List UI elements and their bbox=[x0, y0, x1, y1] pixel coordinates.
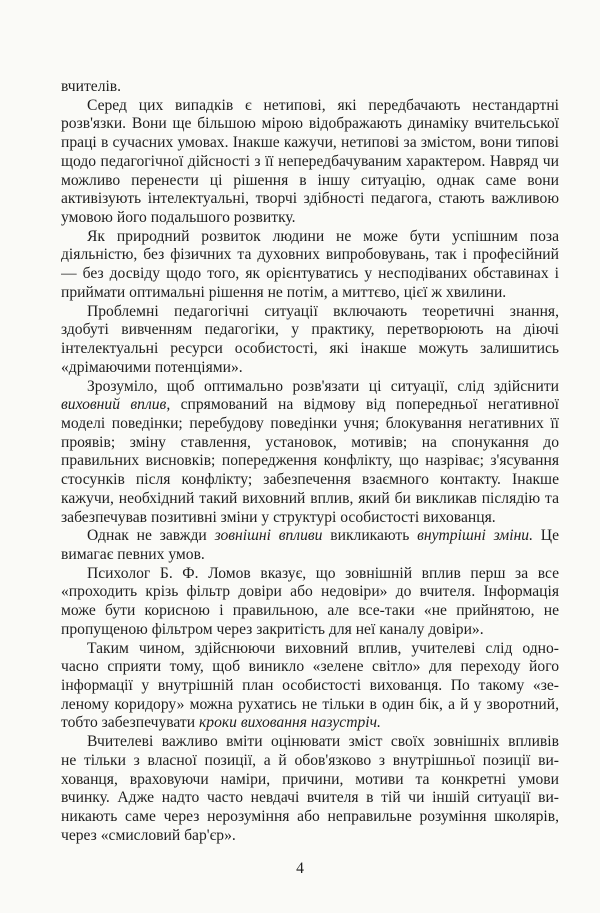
text-segment: Таким чином, здійснюючи виховний вплив, учителеві слід одно- bbox=[87, 639, 559, 657]
text-line bbox=[61, 696, 559, 715]
text-line bbox=[61, 583, 559, 602]
text-line bbox=[61, 246, 559, 265]
text-segment: Однак не завжди bbox=[87, 527, 215, 545]
text-line bbox=[61, 771, 559, 790]
text-line bbox=[61, 490, 559, 509]
text-segment: може бути корисною і правильною, але все-таки «не прийнятою, не bbox=[61, 602, 559, 620]
text-line bbox=[61, 134, 559, 153]
text-segment: «проходить крізь фільтр довіри або недовіри» до вчителя. Інформація bbox=[61, 583, 559, 601]
text-segment: «дрімаючими потенціями». bbox=[61, 358, 243, 376]
paragraph bbox=[61, 733, 559, 845]
text-segment: Вчителеві важливо вміти оцінювати зміст своїх зовнішніх впливів bbox=[87, 733, 559, 751]
text-line bbox=[61, 827, 559, 846]
text-segment: Проблемні педагогічні ситуації включають теоретичні знання, bbox=[87, 302, 559, 320]
text-line bbox=[61, 97, 559, 116]
text-segment: здобуті вивченням педагогіки, у практику, перетворюють на діючі bbox=[61, 321, 559, 339]
text-segment: Як природний розвиток людини не може бути успішним поза bbox=[87, 227, 559, 245]
text-segment: Психолог Б. Ф. Ломов вказує, що зовнішній вплив перш за все bbox=[87, 564, 559, 582]
text-segment: вчинку. Адже надто часто невдачі вчителя в тій чи іншій ситуації ви- bbox=[61, 789, 559, 807]
text-segment: приймати оптимальні рішення не потім, а миттєво, цієї ж хвилини. bbox=[61, 283, 507, 301]
text-line bbox=[61, 509, 559, 528]
paragraph bbox=[61, 565, 559, 640]
text-segment: забезпечував позитивні зміни у структурі особистості вихованця. bbox=[61, 508, 496, 526]
paragraph bbox=[61, 640, 559, 734]
text-line bbox=[61, 452, 559, 471]
paragraph bbox=[61, 378, 559, 528]
text-segment: моделі поведінки; перебудову поведінки учня; блокування негативних її bbox=[61, 414, 559, 432]
italic-text: кроки виховання назустріч. bbox=[198, 714, 381, 732]
text-line bbox=[61, 677, 559, 696]
text-line bbox=[61, 228, 559, 247]
page-body bbox=[61, 78, 559, 845]
text-segment: умовою його подальшого розвитку. bbox=[61, 209, 296, 227]
text-line bbox=[61, 209, 559, 228]
text-segment: вчителів. bbox=[61, 78, 122, 95]
text-line bbox=[61, 303, 559, 322]
paragraph bbox=[61, 97, 559, 228]
text-segment: часно сприяти тому, щоб виникло «зелене світло» для переходу його bbox=[61, 658, 559, 676]
text-line bbox=[61, 415, 559, 434]
text-line bbox=[61, 190, 559, 209]
text-line bbox=[61, 396, 559, 415]
text-line bbox=[61, 658, 559, 677]
text-segment: викликають bbox=[322, 527, 418, 545]
text-line bbox=[61, 602, 559, 621]
text-line bbox=[61, 789, 559, 808]
text-segment: вимагає певних умов. bbox=[61, 545, 205, 563]
text-segment: тобто забезпечувати bbox=[61, 714, 199, 732]
text-line bbox=[61, 434, 559, 453]
paragraph bbox=[61, 303, 559, 378]
text-line bbox=[61, 284, 559, 303]
italic-text: виховний вплив, bbox=[61, 396, 171, 414]
text-line bbox=[61, 321, 559, 340]
text-line bbox=[61, 733, 559, 752]
italic-text: зовнішні впливи bbox=[214, 527, 323, 545]
text-segment: кажучи, необхідний такий виховний вплив, який би викликав післядію та bbox=[61, 489, 559, 507]
text-segment: не тільки з власної позиції, а й обов'язково з внутрішньої позиції ви- bbox=[61, 751, 559, 769]
text-segment: інтелектуальні ресурси особистості, які інакше можуть залишитись bbox=[61, 340, 559, 358]
paragraph bbox=[61, 228, 559, 303]
text-line bbox=[61, 640, 559, 659]
text-line bbox=[61, 752, 559, 771]
text-segment: Це bbox=[533, 527, 559, 545]
text-segment: діяльністю, без фізичних та духовних випробовувань, так і професійний bbox=[61, 246, 559, 264]
text-segment: Зрозуміло, щоб оптимально розв'язати ці ситуації, слід здійснити bbox=[87, 377, 559, 395]
text-line bbox=[61, 78, 559, 97]
text-segment: — без досвіду щодо того, як орієнтуватись у несподіваних обставинах і bbox=[61, 265, 559, 283]
text-segment: правильних висновків; попередження конфлікту, що назріває; з'ясування bbox=[61, 452, 559, 470]
paragraph bbox=[61, 527, 559, 564]
text-segment: через «смисловий бар'єр». bbox=[61, 826, 236, 844]
text-segment: праці в сучасних умовах. Інакше кажучи, нетипові за змістом, вони типові bbox=[61, 134, 559, 152]
text-segment: активізують інтелектуальні, творчі здібності педагога, стають важливою bbox=[61, 190, 559, 208]
text-segment: проявів; зміну ставлення, установок, мотивів; на спонукання до bbox=[61, 433, 559, 451]
text-line bbox=[61, 172, 559, 191]
italic-text: внутрішні зміни. bbox=[417, 527, 533, 545]
text-line bbox=[61, 621, 559, 640]
text-line bbox=[61, 546, 559, 565]
text-segment: хованця, враховуючи наміри, причини, мотиви та конкретні умови bbox=[61, 770, 559, 788]
text-line bbox=[61, 153, 559, 172]
text-line bbox=[61, 340, 559, 359]
text-segment: леному коридору» можна рухатись не тільки в один бік, а й у зворотний, bbox=[61, 695, 559, 713]
paragraph bbox=[61, 78, 559, 97]
page-number: 4 bbox=[296, 860, 304, 877]
text-line bbox=[61, 527, 559, 546]
text-line bbox=[61, 808, 559, 827]
text-line bbox=[61, 714, 559, 733]
text-line bbox=[61, 265, 559, 284]
text-segment: розв'язки. Вони ще більшою мірою відображають динаміку вчительської bbox=[61, 115, 559, 133]
text-segment: Серед цих випадків є нетипові, які передбачають нестандартні bbox=[87, 96, 559, 114]
text-line bbox=[61, 565, 559, 584]
text-segment: пропущеною фільтром через закритість для неї каналу довіри». bbox=[61, 620, 484, 638]
text-segment: можливо перенести ці рішення в іншу ситуацію, однак саме вони bbox=[61, 171, 559, 189]
text-line bbox=[61, 115, 559, 134]
text-segment: щодо педагогічної дійсності з її непередбачуваним характером. Навряд чи bbox=[61, 152, 559, 170]
text-segment: никають саме через нерозуміння або неправильне розуміння школярів, bbox=[61, 808, 559, 826]
text-segment: стосунків після конфлікту; забезпечення взаємного контакту. Інакше bbox=[61, 471, 559, 489]
text-segment: інформації у внутрішній план особистості вихованця. По такому «зе- bbox=[61, 677, 559, 694]
text-line bbox=[61, 359, 559, 378]
text-segment: спрямований на відмову від попередньої негативної bbox=[170, 396, 559, 414]
text-line bbox=[61, 378, 559, 397]
text-line bbox=[61, 471, 559, 490]
